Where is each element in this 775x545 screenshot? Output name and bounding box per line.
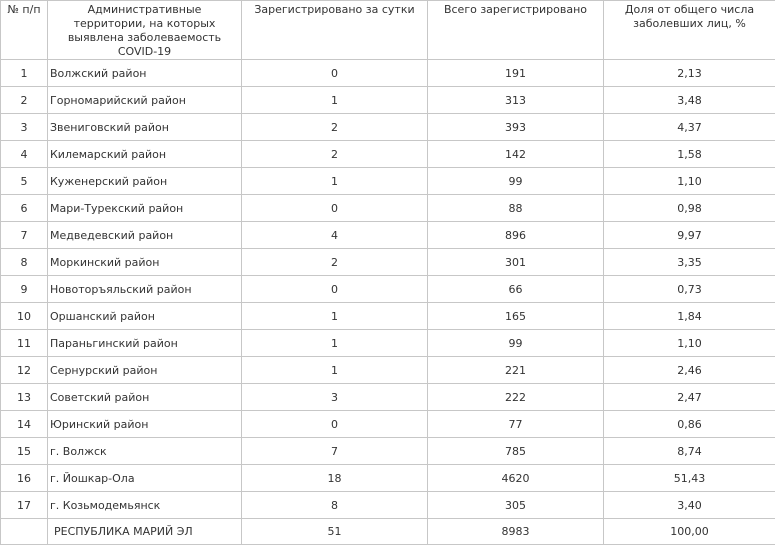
table-row bbox=[1, 60, 775, 87]
total-row bbox=[1, 519, 775, 545]
table-row bbox=[1, 357, 775, 384]
registered-total: 99 bbox=[428, 168, 604, 195]
registered-today: 0 bbox=[242, 195, 428, 222]
territory-name: Сернурский район bbox=[48, 357, 242, 384]
registered-today: 7 bbox=[242, 438, 428, 465]
share-percent: 1,10 bbox=[604, 168, 775, 195]
row-number: 16 bbox=[1, 465, 48, 492]
table-body bbox=[1, 60, 775, 545]
registered-today: 1 bbox=[242, 330, 428, 357]
table-row bbox=[1, 438, 775, 465]
row-number: 5 bbox=[1, 168, 48, 195]
header-registered-today: Зарегистрировано за сутки bbox=[242, 1, 428, 60]
registered-today: 0 bbox=[242, 276, 428, 303]
registered-total: 8983 bbox=[428, 519, 604, 545]
share-percent: 1,84 bbox=[604, 303, 775, 330]
territory-name: РЕСПУБЛИКА МАРИЙ ЭЛ bbox=[48, 519, 242, 545]
territory-name: г. Волжск bbox=[48, 438, 242, 465]
territory-name: Юринский район bbox=[48, 411, 242, 438]
registered-today: 3 bbox=[242, 384, 428, 411]
table-row bbox=[1, 303, 775, 330]
row-number: 17 bbox=[1, 492, 48, 519]
table-row bbox=[1, 384, 775, 411]
territory-name: Килемарский район bbox=[48, 141, 242, 168]
registered-today: 2 bbox=[242, 114, 428, 141]
registered-today: 1 bbox=[242, 87, 428, 114]
territory-name: Горномарийский район bbox=[48, 87, 242, 114]
registered-today: 1 bbox=[242, 168, 428, 195]
registered-total: 191 bbox=[428, 60, 604, 87]
registered-total: 221 bbox=[428, 357, 604, 384]
territory-name: Звениговский район bbox=[48, 114, 242, 141]
share-percent: 3,35 bbox=[604, 249, 775, 276]
row-number: 15 bbox=[1, 438, 48, 465]
row-number: 3 bbox=[1, 114, 48, 141]
table-row bbox=[1, 330, 775, 357]
share-percent: 1,58 bbox=[604, 141, 775, 168]
registered-total: 301 bbox=[428, 249, 604, 276]
share-percent: 2,13 bbox=[604, 60, 775, 87]
registered-total: 4620 bbox=[428, 465, 604, 492]
share-percent: 2,46 bbox=[604, 357, 775, 384]
table-header-row bbox=[1, 1, 775, 60]
registered-today: 8 bbox=[242, 492, 428, 519]
row-number: 8 bbox=[1, 249, 48, 276]
territory-name: г. Козьмодемьянск bbox=[48, 492, 242, 519]
row-number: 2 bbox=[1, 87, 48, 114]
registered-total: 142 bbox=[428, 141, 604, 168]
table-row bbox=[1, 249, 775, 276]
territory-name: Моркинский район bbox=[48, 249, 242, 276]
table-row bbox=[1, 492, 775, 519]
share-percent: 3,48 bbox=[604, 87, 775, 114]
registered-today: 51 bbox=[242, 519, 428, 545]
row-number: 12 bbox=[1, 357, 48, 384]
share-percent: 0,86 bbox=[604, 411, 775, 438]
header-number: № п/п bbox=[1, 1, 48, 60]
territory-name: Мари-Турекский район bbox=[48, 195, 242, 222]
territory-name: Новоторъяльский район bbox=[48, 276, 242, 303]
header-share-percent: Доля от общего числа заболевших лиц, % bbox=[604, 1, 775, 60]
table-row bbox=[1, 276, 775, 303]
row-number: 9 bbox=[1, 276, 48, 303]
row-number: 1 bbox=[1, 60, 48, 87]
table-row bbox=[1, 141, 775, 168]
registered-today: 2 bbox=[242, 141, 428, 168]
territory-name: Оршанский район bbox=[48, 303, 242, 330]
registered-total: 99 bbox=[428, 330, 604, 357]
registered-today: 1 bbox=[242, 303, 428, 330]
share-percent: 100,00 bbox=[604, 519, 775, 545]
territory-name: Параньгинский район bbox=[48, 330, 242, 357]
territory-name: г. Йошкар-Ола bbox=[48, 465, 242, 492]
share-percent: 1,10 bbox=[604, 330, 775, 357]
share-percent: 8,74 bbox=[604, 438, 775, 465]
share-percent: 0,98 bbox=[604, 195, 775, 222]
table-row bbox=[1, 168, 775, 195]
registered-total: 305 bbox=[428, 492, 604, 519]
registered-total: 393 bbox=[428, 114, 604, 141]
registered-total: 77 bbox=[428, 411, 604, 438]
table-row bbox=[1, 222, 775, 249]
share-percent: 2,47 bbox=[604, 384, 775, 411]
registered-total: 66 bbox=[428, 276, 604, 303]
registered-total: 222 bbox=[428, 384, 604, 411]
share-percent: 9,97 bbox=[604, 222, 775, 249]
table-row bbox=[1, 411, 775, 438]
registered-today: 18 bbox=[242, 465, 428, 492]
row-number: 10 bbox=[1, 303, 48, 330]
table-row bbox=[1, 465, 775, 492]
registered-today: 0 bbox=[242, 60, 428, 87]
registered-total: 313 bbox=[428, 87, 604, 114]
row-number bbox=[1, 519, 48, 545]
header-territory: Административные территории, на которых выявлена заболеваемость COVID-19 bbox=[48, 1, 242, 60]
share-percent: 3,40 bbox=[604, 492, 775, 519]
registered-today: 1 bbox=[242, 357, 428, 384]
share-percent: 4,37 bbox=[604, 114, 775, 141]
territory-name: Волжский район bbox=[48, 60, 242, 87]
row-number: 6 bbox=[1, 195, 48, 222]
row-number: 13 bbox=[1, 384, 48, 411]
registered-today: 2 bbox=[242, 249, 428, 276]
registered-total: 896 bbox=[428, 222, 604, 249]
territory-name: Медведевский район bbox=[48, 222, 242, 249]
share-percent: 51,43 bbox=[604, 465, 775, 492]
territory-name: Куженерский район bbox=[48, 168, 242, 195]
registered-today: 4 bbox=[242, 222, 428, 249]
row-number: 14 bbox=[1, 411, 48, 438]
table-row bbox=[1, 114, 775, 141]
share-percent: 0,73 bbox=[604, 276, 775, 303]
territory-name: Советский район bbox=[48, 384, 242, 411]
row-number: 7 bbox=[1, 222, 48, 249]
table-row bbox=[1, 195, 775, 222]
registered-total: 785 bbox=[428, 438, 604, 465]
row-number: 4 bbox=[1, 141, 48, 168]
registered-total: 88 bbox=[428, 195, 604, 222]
header-registered-total: Всего зарегистрировано bbox=[428, 1, 604, 60]
row-number: 11 bbox=[1, 330, 48, 357]
table-row bbox=[1, 87, 775, 114]
registered-today: 0 bbox=[242, 411, 428, 438]
registered-total: 165 bbox=[428, 303, 604, 330]
